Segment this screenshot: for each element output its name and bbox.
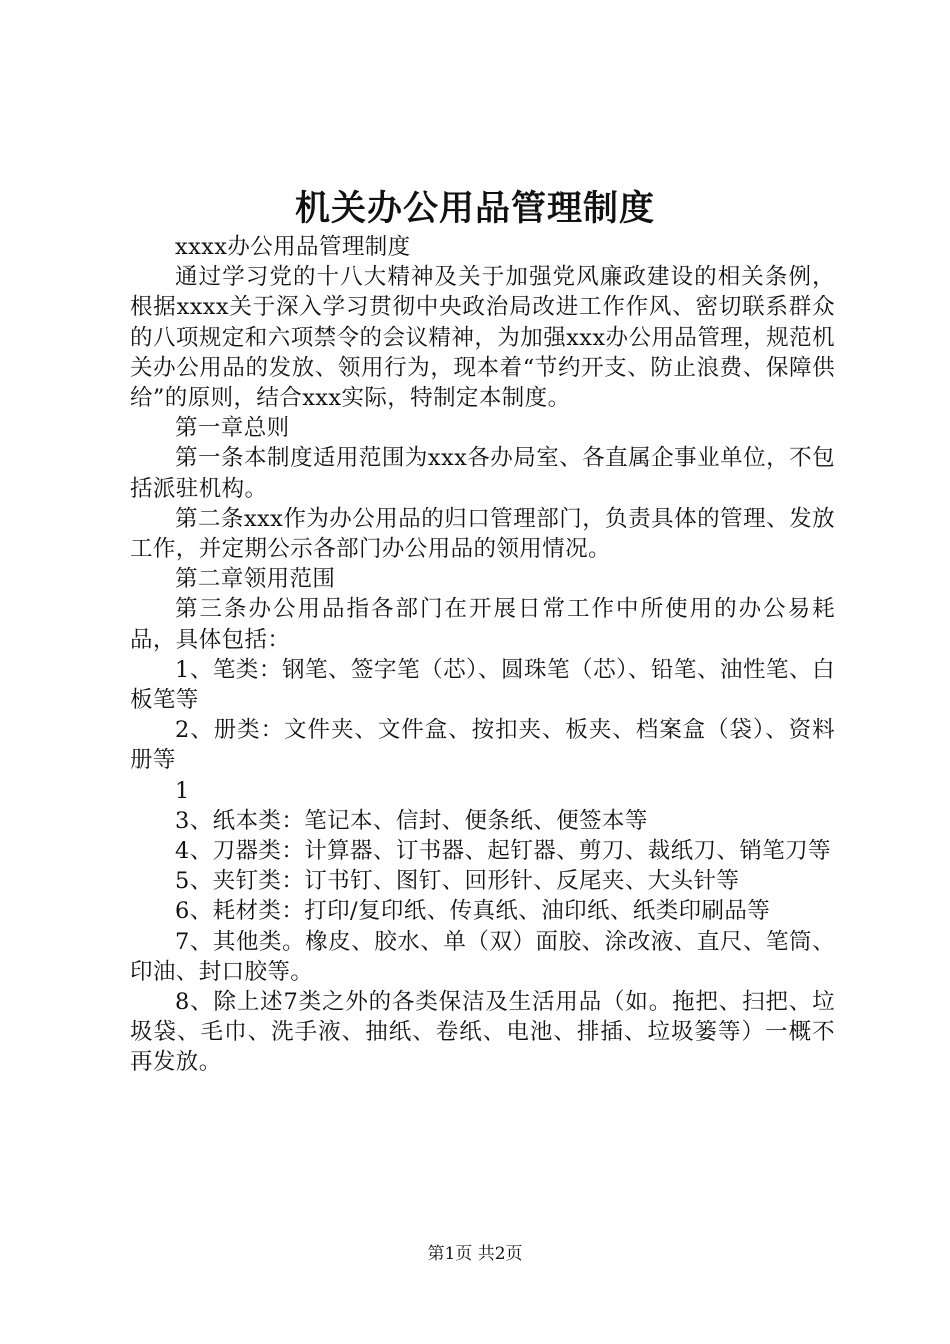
list-item: 3、纸本类：笔记本、信封、便条纸、便签本等 bbox=[175, 807, 648, 834]
list-item: 2、册类：文件夹、文件盒、按扣夹、板夹、档案盒（袋）、资料册等 bbox=[130, 717, 835, 774]
preamble-paragraph: 通过学习党的十八大精神及关于加强党风廉政建设的相关条例，根据xxxx关于深入学习贯彻中央政治局改进工作作风、密切联系群众的八项规定和六项禁令的会议精神，为加强xxx办公用品管理，规范机关办公用品的发放、领用行为，现本着“节约开支、防止浪费、保障供给”的原则，结合xxx实际，特制定本制度。 bbox=[130, 264, 835, 412]
article-paragraph: 第一条本制度适用范围为xxx各办局室、各直属企事业单位，不包括派驻机构。 bbox=[130, 445, 835, 502]
list-item: 5、夹钉类：订书钉、图钉、回形针、反尾夹、大头针等 bbox=[175, 868, 740, 895]
list-item: 8、除上述7类之外的各类保洁及生活用品（如。拖把、扫把、垃圾袋、毛巾、洗手液、抽纸、卷纸、电池、排插、垃圾篓等）一概不再发放。 bbox=[130, 989, 835, 1076]
list-item: 7、其他类。橡皮、胶水、单（双）面胶、涂改液、直尺、笔筒、印油、封口胶等。 bbox=[130, 928, 835, 985]
article-paragraph: 第三条办公用品指各部门在开展日常工作中所使用的办公易耗品，具体包括： bbox=[130, 596, 835, 653]
document-body bbox=[130, 232, 835, 1078]
list-item: 6、耗材类：打印/复印纸、传真纸、油印纸、纸类印刷品等 bbox=[175, 898, 771, 925]
list-item: 4、刀器类：计算器、订书器、起钉器、剪刀、裁纸刀、销笔刀等 bbox=[175, 838, 831, 865]
chapter-heading: 第二章领用范围 bbox=[175, 566, 336, 593]
page-number-footer: 第1页 共2页 bbox=[427, 1244, 523, 1264]
chapter-heading: 第一章总则 bbox=[175, 415, 290, 442]
subtitle-paragraph: xxxx办公用品管理制度 bbox=[175, 234, 411, 260]
document-title: 机关办公用品管理制度 bbox=[294, 188, 655, 229]
stray-number: 1 bbox=[175, 777, 190, 804]
article-paragraph: 第二条xxx作为办公用品的归口管理部门，负责具体的管理、发放工作，并定期公示各部门办公用品的领用情况。 bbox=[130, 505, 835, 563]
list-item: 1、笔类：钢笔、签字笔（芯）、圆珠笔（芯）、铅笔、油性笔、白板笔等 bbox=[130, 656, 835, 714]
